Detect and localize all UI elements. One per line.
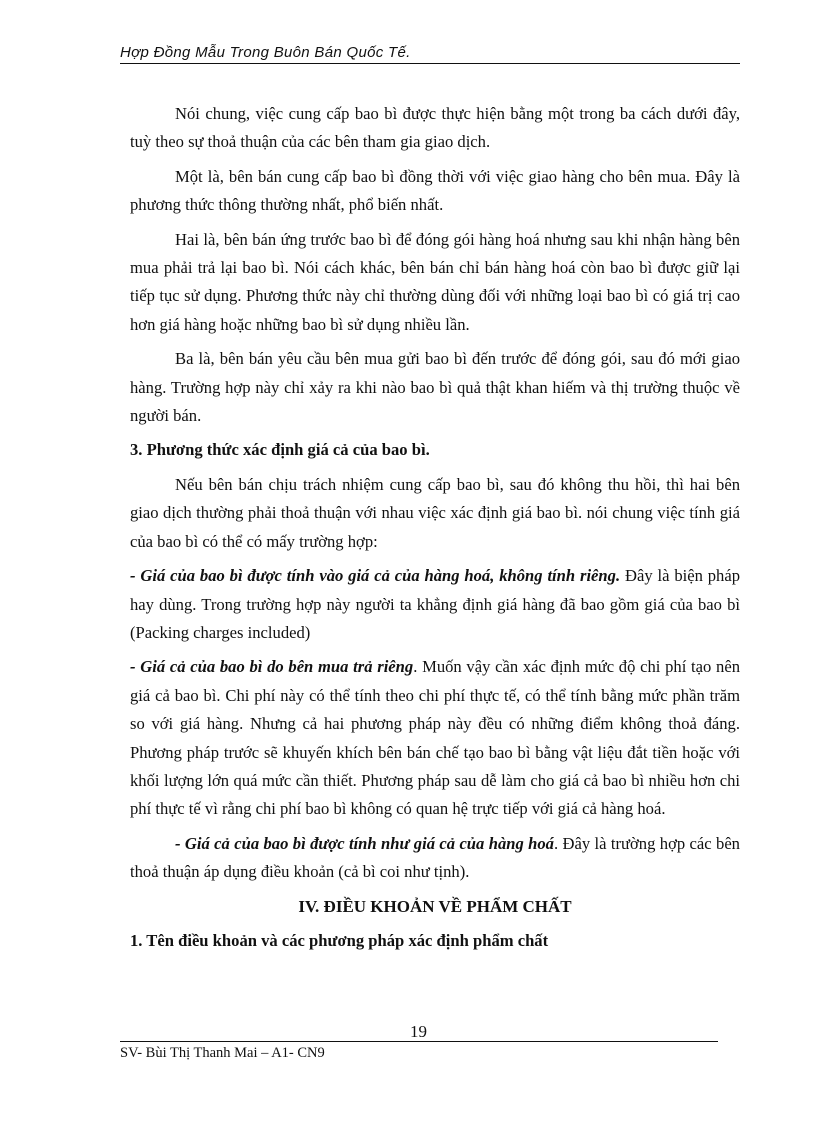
- section-heading: 1. Tên điều khoản và các phương pháp xác định phẩm chất: [130, 930, 549, 950]
- paragraph: Một là, bên bán cung cấp bao bì đồng thời với việc giao hàng cho bên mua. Đây là phương thức thông thường nhất, phổ biến nhất.: [130, 166, 740, 215]
- paragraph: Hai là, bên bán ứng trước bao bì để đóng gói hàng hoá nhưng sau khi nhận hàng bên mua phải trả lại bao bì. Nói cách khác, bên bán chỉ bán hàng hoá còn bao bì được giữ lại tiếp tục sử dụng. Phương thức này chỉ thường dùng đối với những loại bao bì có giá trị cao hơn giá hàng hoặc những bao bì sử dụng nhiều lần.: [130, 229, 740, 334]
- section-heading: 3. Phương thức xác định giá cả của bao bì.: [130, 440, 430, 460]
- bullet-item: [130, 653, 740, 823]
- bullet-item: [130, 830, 740, 887]
- running-header: [120, 44, 740, 64]
- page-number: 19: [410, 1022, 427, 1041]
- paragraph: Nói chung, việc cung cấp bao bì được thực hiện bằng một trong ba cách dưới đây, tuỳ theo sự thoả thuận của các bên tham gia giao dịch.: [130, 104, 740, 152]
- bullet-lead: - Giá cả của bao bì do bên mua trả riêng: [130, 657, 414, 677]
- bullet-text: Đây là biện pháp hay dùng. Trong trường hợp này người ta khẳng định giá hàng đã bao gồm giá của bao bì (Packing charges included): [130, 566, 741, 642]
- footer-divider: [120, 1041, 718, 1042]
- footer-author: SV- Bùi Thị Thanh Mai – A1- CN9: [120, 1045, 325, 1061]
- bullet-lead: - Giá của bao bì được tính vào giá cả của hàng hoá, không tính riêng.: [130, 566, 621, 586]
- bullet-item: [130, 562, 740, 647]
- document-body: [130, 100, 740, 961]
- bullet-text: . Muốn vậy cần xác định mức độ chi phí tạo nên giá cả bao bì. Chi phí này có thể tính theo chi phí thực tế, có thể tính bằng mức phần trăm so với giá hàng. Nhưng cả hai phương pháp này đều có những điểm không thoả đáng. Phương pháp trước sẽ khuyến khích bên bán chế tạo bao bì bằng vật liệu đắt tiền hoặc với khối lượng lớn quá mức cần thiết. Phương pháp sau dễ làm cho giá cả bao bì nhiều hơn chi phí thực tế vì rằng chi phí bao bì không có quan hệ trực tiếp với giá cả hàng hoá.: [130, 657, 740, 819]
- bullet-text: . Đây là trường hợp các bên thoả thuận áp dụng điều khoản (cả bì coi như tịnh).: [130, 833, 740, 882]
- chapter-heading: IV. ĐIỀU KHOẢN VỀ PHẨM CHẤT: [298, 896, 572, 916]
- bullet-lead: - Giá cả của bao bì được tính như giá cả của hàng hoá: [175, 833, 554, 853]
- header-title: Hợp Đồng Mẫu Trong Buôn Bán Quốc Tế.: [120, 44, 411, 61]
- paragraph: Nếu bên bán chịu trách nhiệm cung cấp bao bì, sau đó không thu hồi, thì hai bên giao dịch thường phải thoả thuận với nhau việc xác định giá bao bì. nói chung việc tính giá của bao bì có thể có mấy trường hợp:: [130, 474, 740, 551]
- paragraph: Ba là, bên bán yêu cầu bên mua gửi bao bì đến trước để đóng gói, sau đó mới giao hàng. Trường hợp này chỉ xảy ra khi nào bao bì quả thật khan hiếm và thị trường thuộc về người bán.: [130, 349, 740, 426]
